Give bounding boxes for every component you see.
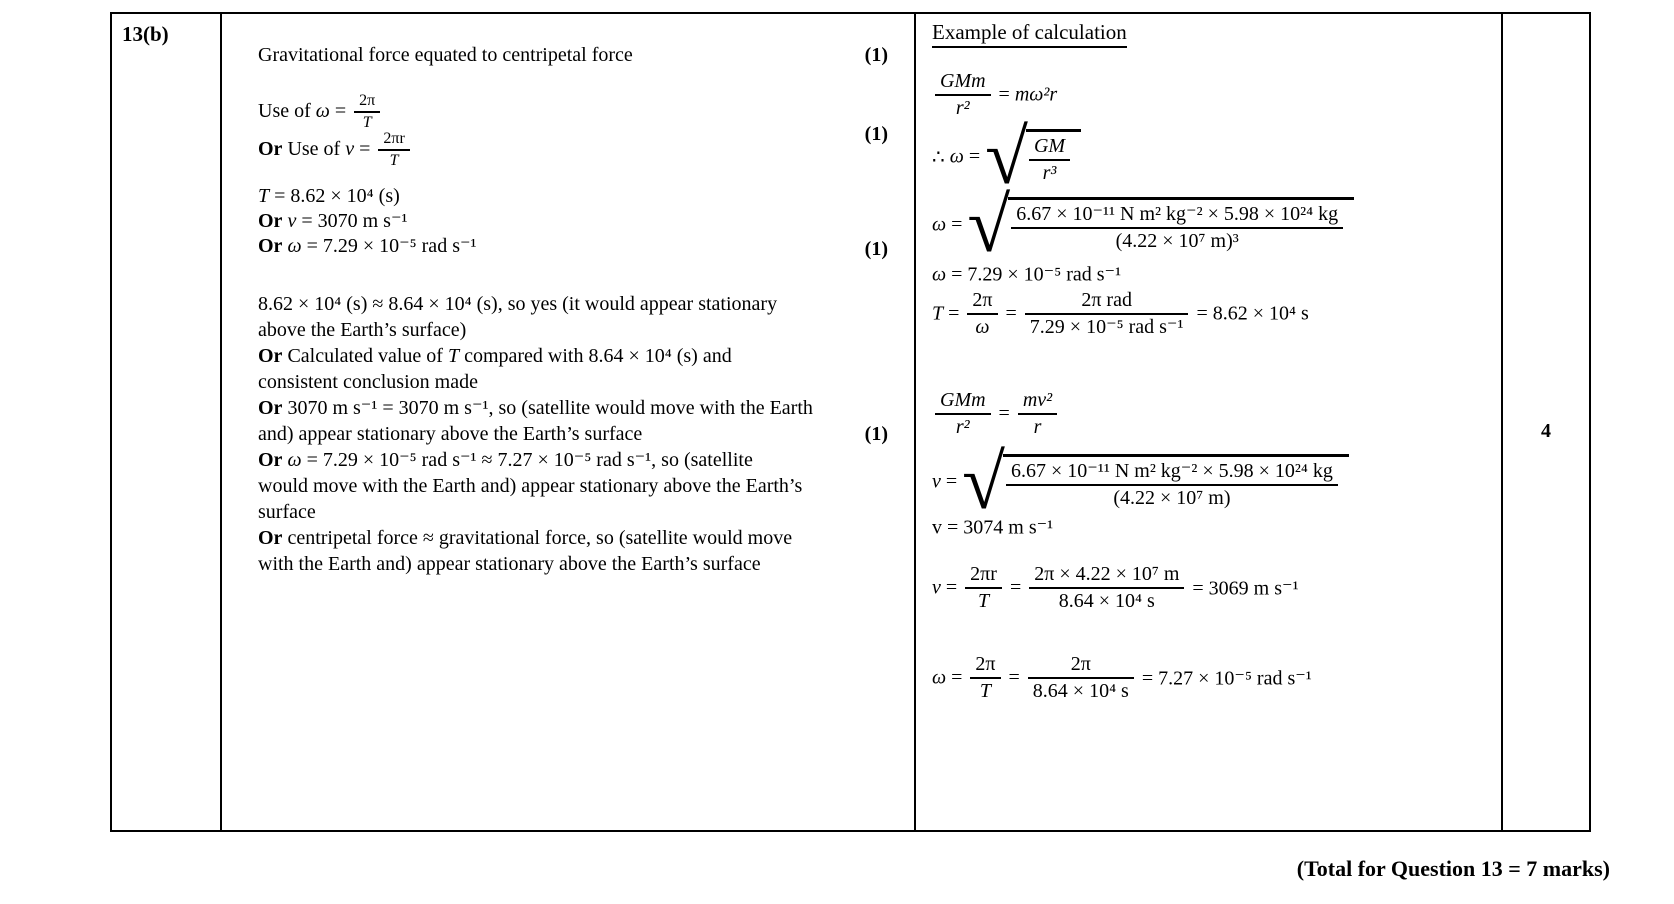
equals-sign: = [998, 83, 1015, 106]
equals-sign: = [963, 145, 986, 168]
marks-column [1503, 14, 1589, 830]
equals-sign: = [940, 576, 963, 599]
value-line-v: Or v = 3070 m s⁻¹ [258, 210, 408, 232]
marking-point-3 [258, 184, 914, 259]
paragraph-line: consistent conclusion made [258, 371, 478, 393]
paragraph-line: and) appear stationary above the Earth’s surface [258, 423, 643, 445]
equation-gravity-omega: $\frac{\text{GMm}}{\text{r²}}$ = mω²r [932, 70, 1501, 120]
mark-badge-1: (1) [864, 44, 888, 66]
paragraph-line: Or ω = 7.29 × 10⁻⁵ rad s⁻¹ ≈ 7.27 × 10⁻⁵ rad s⁻¹, so (satellite [258, 449, 753, 471]
mark-badge-3: (1) [864, 238, 888, 260]
question-number: 13(b) [122, 22, 169, 46]
paragraph-line: would move with the Earth and) appear stationary above the Earth’s [258, 475, 803, 497]
radical-sign: √ [985, 113, 1026, 200]
question-total-line: (Total for Question 13 = 7 marks) [1296, 856, 1610, 881]
fraction: $\frac{\text{2π × 4.22 × 10⁷ m}}{\text{8.64 × 10⁴ s}}$ [1029, 563, 1184, 613]
mark-scheme-table [110, 12, 1591, 832]
fraction: $\frac{\text{mv²}}{r}$ [1018, 389, 1057, 439]
fraction: $\frac{\text{6.67 × 10⁻¹¹ N m² kg⁻² × 5.98 × 10²⁴ kg}}{\text{(4.22 × 10⁷ m)³}}$ [1011, 203, 1343, 253]
fraction: $\frac{2\pi}{\omega}$ [967, 289, 997, 339]
equals-sign: = [940, 470, 963, 493]
or-prefix: Or [258, 210, 283, 232]
variable-v: v [345, 138, 355, 160]
fraction: $\frac{GM}{\text{r³}}$ [1029, 135, 1070, 185]
calculation-column [916, 14, 1503, 830]
variable-omega: ω [315, 100, 330, 122]
marking-point-1-text: Gravitational force equated to centripetal force [258, 44, 633, 66]
calculation-heading: Example of calculation [932, 20, 1127, 48]
marking-point-4 [258, 291, 914, 577]
paragraph-line: with the Earth and) appear stationary above the Earth’s surface [258, 553, 761, 575]
formula-line-v [258, 130, 914, 168]
radical-sign: √ [962, 438, 1003, 526]
fraction: $\frac{\text{GMm}}{\text{r²}}$ [935, 70, 991, 120]
equals-sign: = [943, 302, 965, 325]
equals-sign: = [998, 402, 1015, 425]
paragraph-line: above the Earth’s surface) [258, 319, 467, 341]
paragraph-line: Or 3070 m s⁻¹ = 3070 m s⁻¹, so (satellite would move with the Earth [258, 397, 813, 419]
formula-text: Use of [282, 138, 346, 160]
fraction: $\frac{\text{6.67 × 10⁻¹¹ N m² kg⁻² × 5.98 × 10²⁴ kg}}{\text{(4.22 × 10⁷ m)}}$ [1006, 460, 1338, 510]
paragraph-line: Or Calculated value of T compared with 8.64 × 10⁴ (s) and [258, 345, 732, 367]
equals-sign: = [1005, 302, 1022, 325]
marking-point-2 [258, 92, 914, 168]
equation-v-substitution: v = √ $\frac{\text{6.67 × 10⁻¹¹ N m² kg⁻² × 5.98 × 10²⁴ kg}}{\text{(4.22 × 10⁷ m)}}$ [932, 453, 1501, 511]
equation-v-period: v = $\frac{2\pi r}{T}$ = $\frac{\text{2π × 4.22 × 10⁷ m}}{\text{8.64 × 10⁴ s}}$ = 3069 m s⁻¹ [932, 562, 1299, 612]
equation-v-value: v = 3074 m s⁻¹ [932, 516, 1054, 539]
fraction: $\frac{2\pi}{T}$ [970, 653, 1000, 703]
equation-period: T = $\frac{2\pi}{\omega}$ = $\frac{\text{2π rad}}{\text{7.29 × 10⁻⁵ rad s⁻¹}}$ = 8.62 × 10⁴ s [932, 289, 1309, 339]
paragraph-line: surface [258, 501, 316, 523]
fraction: $\frac{2\pi r}{T}$ [378, 130, 409, 171]
question-number-column [112, 14, 222, 830]
value-line-T: T = 8.62 × 10⁴ (s) [258, 185, 400, 207]
equals-sign: = [354, 138, 376, 160]
formula-text: Use of [258, 100, 316, 122]
equals-sign: = [946, 213, 968, 236]
equals-sign: = [1009, 576, 1027, 599]
total-marks-value: 4 [1541, 420, 1551, 442]
equals-sign: = [946, 666, 968, 689]
equals-sign: = [1008, 666, 1025, 689]
paragraph-line: Or centripetal force ≈ gravitational force, so (satellite would move [258, 527, 793, 549]
fraction: $\frac{2\pi}{T}$ [354, 92, 380, 133]
or-prefix: Or [258, 235, 283, 257]
fraction: $\frac{2\pi}{\text{8.64 × 10⁴ s}}$ [1028, 653, 1134, 703]
marking-point-1 [258, 42, 914, 68]
equation-omega-root: ∴ ω = √ $\frac{GM}{\text{r³}}$ [932, 128, 1501, 186]
fraction: $\frac{2\pi r}{T}$ [965, 563, 1002, 613]
calculation-heading-row [932, 20, 1501, 48]
fraction: $\frac{\text{GMm}}{\text{r²}}$ [935, 389, 991, 439]
mark-badge-4: (1) [864, 423, 888, 445]
fraction: $\frac{\text{2π rad}}{\text{7.29 × 10⁻⁵ rad s⁻¹}}$ [1025, 289, 1189, 339]
equation-omega-substitution: ω = √ $\frac{\text{6.67 × 10⁻¹¹ N m² kg⁻² × 5.98 × 10²⁴ kg}}{\text{(4.22 × 10⁷ m)³}}$ [932, 196, 1501, 254]
or-prefix: Or [258, 138, 283, 160]
square-root [967, 181, 1354, 268]
equation-omega-period: ω = $\frac{2\pi}{T}$ = $\frac{2\pi}{\text{8.64 × 10⁴ s}}$ = 7.27 × 10⁻⁵ rad s⁻¹ [932, 652, 1312, 702]
radical-sign: √ [967, 181, 1009, 268]
value-line-omega: Or ω = 7.29 × 10⁻⁵ rad s⁻¹ [258, 235, 477, 257]
formula-line-omega [258, 92, 914, 130]
result-value: = 8.62 × 10⁴ s [1196, 302, 1309, 325]
equation-omega-value: ω = 7.29 × 10⁻⁵ rad s⁻¹ [932, 263, 1122, 286]
paragraph-line: 8.62 × 10⁴ (s) ≈ 8.64 × 10⁴ (s), so yes (it would appear stationary [258, 293, 778, 315]
equation-gravity-v [932, 389, 1501, 439]
answer-column [222, 14, 916, 830]
equals-sign: = [329, 100, 352, 122]
square-root [962, 438, 1349, 526]
mark-badge-2: (1) [864, 123, 888, 145]
result-value: = 3069 m s⁻¹ [1192, 577, 1299, 600]
result-value: = 7.27 × 10⁻⁵ rad s⁻¹ [1141, 667, 1312, 690]
therefore-sign: ∴ [932, 146, 950, 169]
